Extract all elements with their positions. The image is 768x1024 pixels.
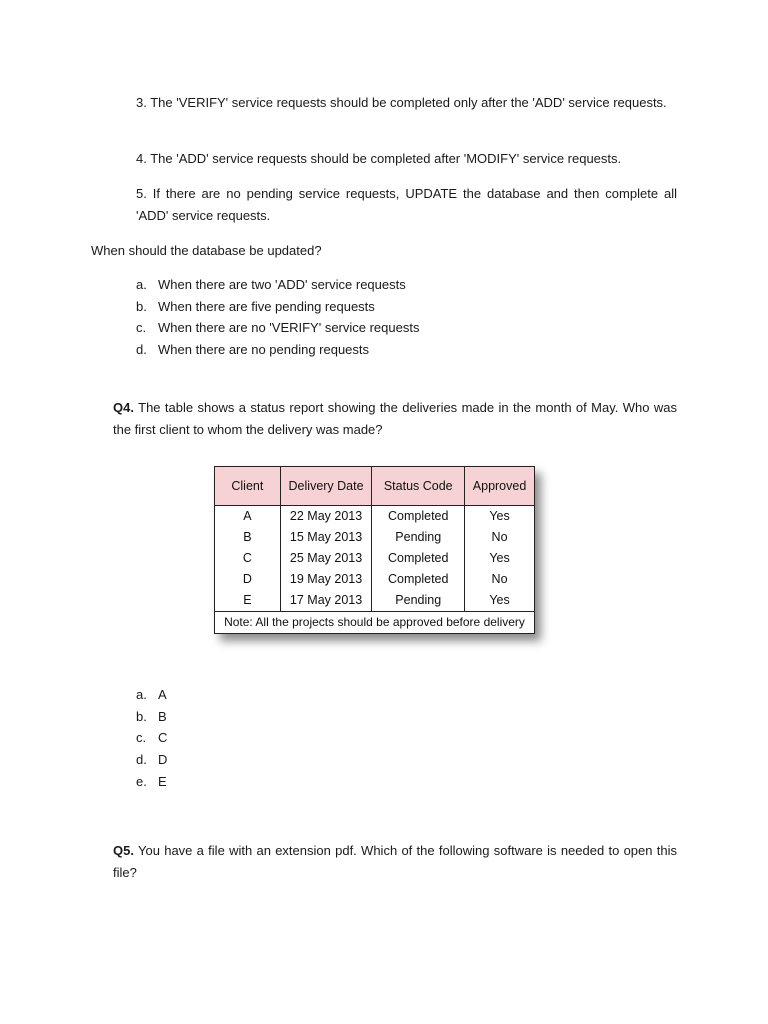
table-cell: Completed — [372, 548, 465, 569]
q5-question: Q5. You have a file with an extension pdf. Which of the following software is needed to open this file? — [113, 843, 677, 880]
table-row — [215, 569, 535, 590]
list-item: b. When there are five pending requests — [136, 298, 375, 314]
q3-options — [136, 274, 419, 361]
table-row — [215, 548, 535, 569]
list-item: c. C — [136, 730, 168, 746]
table-cell: Yes — [465, 506, 535, 528]
list-item: a. When there are two 'ADD' service requests — [136, 277, 406, 292]
table-cell: Pending — [372, 590, 465, 612]
q4-question: Q4. The table shows a status report showing the deliveries made in the month of May. Who was the first client to whom the delivery was made? — [113, 400, 677, 437]
table-row — [215, 527, 535, 548]
header-client: Client — [215, 467, 281, 506]
list-item: a. A — [136, 687, 167, 702]
table-cell: 22 May 2013 — [280, 506, 372, 528]
table-row — [215, 590, 535, 612]
table-cell: 17 May 2013 — [280, 590, 372, 612]
table-cell: Yes — [465, 590, 535, 612]
table-cell: Completed — [372, 569, 465, 590]
table-cell: B — [215, 527, 281, 548]
list-item: b. B — [136, 708, 167, 724]
table-note-row — [215, 612, 535, 634]
list-item: c. When there are no 'VERIFY' service requests — [136, 320, 420, 336]
rule-4: 4. The 'ADD' service requests should be completed after 'MODIFY' service requests. — [136, 151, 622, 166]
table-cell: 25 May 2013 — [280, 548, 372, 569]
table-cell: A — [215, 506, 281, 528]
table-cell: D — [215, 569, 281, 590]
table-cell: 19 May 2013 — [280, 569, 372, 590]
table-cell: No — [465, 527, 535, 548]
q4-options — [136, 684, 167, 792]
table-cell: No — [465, 569, 535, 590]
table-cell: Completed — [372, 506, 465, 528]
header-status-code: Status Code — [372, 467, 465, 506]
table-row — [215, 506, 535, 528]
list-item: e. E — [136, 773, 167, 789]
status-report-table — [214, 466, 535, 634]
q3-question: When should the database be updated? — [91, 243, 322, 258]
rule-3: 3. The 'VERIFY' service requests should be completed only after the 'ADD' service requests. — [136, 95, 667, 110]
table-cell: C — [215, 548, 281, 569]
header-delivery-date: Delivery Date — [280, 467, 372, 506]
table-cell: E — [215, 590, 281, 612]
table-note: Note: All the projects should be approved before delivery — [215, 612, 535, 634]
list-item: d. D — [136, 752, 168, 768]
list-item: d. When there are no pending requests — [136, 342, 370, 358]
table-cell: Pending — [372, 527, 465, 548]
header-approved: Approved — [465, 467, 535, 506]
table-header-row — [215, 467, 535, 506]
table-cell: 15 May 2013 — [280, 527, 372, 548]
table-cell: Yes — [465, 548, 535, 569]
rule-5: 5. If there are no pending service requests, UPDATE the database and then complete all 'ADD' service requests. — [136, 186, 677, 223]
